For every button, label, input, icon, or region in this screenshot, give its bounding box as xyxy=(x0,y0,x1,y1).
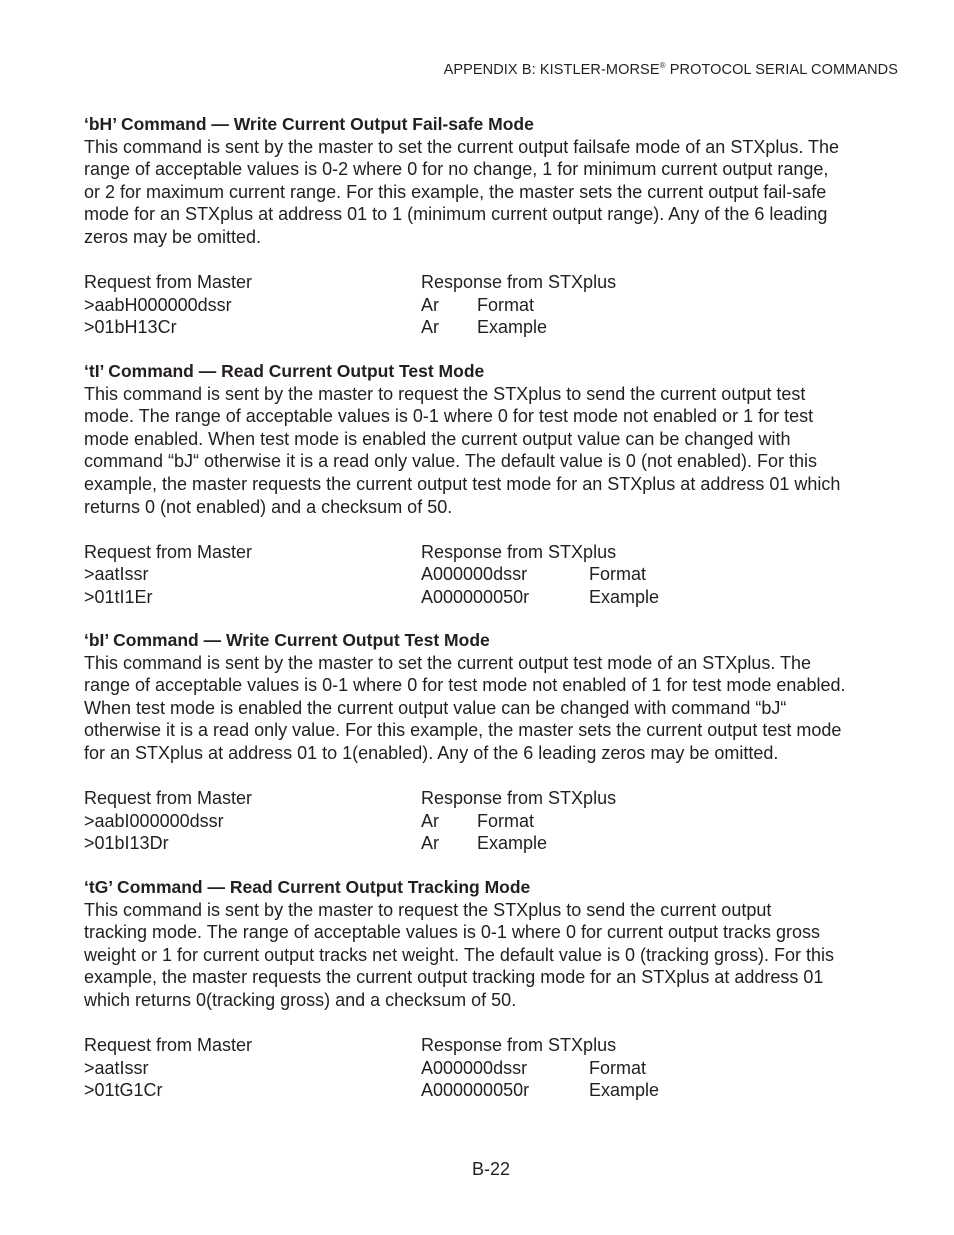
request-cell: >aabH000000dssr xyxy=(84,294,232,315)
row-label: Example xyxy=(477,833,548,854)
response-header: Response from STXplus xyxy=(421,541,617,562)
response-cell: A000000dssr xyxy=(421,1057,528,1078)
response-header: Response from STXplus xyxy=(421,788,617,809)
table-row xyxy=(84,586,899,609)
page-number: B-22 xyxy=(471,1159,511,1179)
request-cell: >01tI1Er xyxy=(84,586,153,607)
description-line: which returns 0(tracking gross) and a checksum of 50. xyxy=(84,989,517,1010)
section-title: ‘tG’ Command — Read Current Output Tracking Mode xyxy=(84,877,531,897)
description-line: example, the master requests the current output tracking mode for an STXplus at address 01 xyxy=(84,967,824,988)
response-cell: Ar xyxy=(421,294,439,315)
response-cell: A000000050r xyxy=(421,1080,530,1101)
description-line: weight or 1 for current output tracks net weight. The default value is 0 (tracking gross). For this xyxy=(84,944,835,965)
request-header: Request from Master xyxy=(84,272,253,293)
table-row xyxy=(84,563,899,586)
section-description xyxy=(84,899,899,1012)
request-header: Request from Master xyxy=(84,1035,253,1056)
table-row xyxy=(84,316,899,339)
response-header: Response from STXplus xyxy=(421,1035,617,1056)
description-line: example, the master requests the current output test mode for an STXplus at address 01 which xyxy=(84,473,841,494)
description-line: range of acceptable values is 0-2 where 0 for no change, 1 for minimum current output range, xyxy=(84,159,829,180)
section-title: ‘tI’ Command — Read Current Output Test Mode xyxy=(84,361,485,381)
section-tg-command xyxy=(84,876,899,1102)
row-label: Format xyxy=(477,810,535,831)
registered-mark: ® xyxy=(659,61,666,70)
description-line: mode. The range of acceptable values is 0-1 where 0 for test mode not enabled or 1 for test xyxy=(84,406,814,427)
description-line: otherwise it is a read only value. For this example, the master sets the current output test mode xyxy=(84,720,842,741)
description-line: This command is sent by the master to request the STXplus to send the current output test xyxy=(84,383,806,404)
description-line: tracking mode. The range of acceptable values is 0-1 where 0 for current output tracks gross xyxy=(84,922,821,943)
section-bh-command xyxy=(84,113,899,339)
table-row xyxy=(84,1079,899,1102)
description-line: zeros may be omitted. xyxy=(84,226,262,247)
table-header-row xyxy=(84,541,899,564)
section-title: ‘bH’ Command — Write Current Output Fail-safe Mode xyxy=(84,114,534,134)
section-bi-command xyxy=(84,629,899,855)
description-line: This command is sent by the master to set the current output failsafe mode of an STXplus. The xyxy=(84,136,840,157)
row-label: Format xyxy=(477,294,535,315)
row-label: Example xyxy=(589,1080,660,1101)
table-row xyxy=(84,294,899,317)
header-text: APPENDIX B: KISTLER-MORSE xyxy=(443,62,660,78)
header-text-rest: PROTOCOL SERIAL COMMANDS xyxy=(665,62,898,78)
description-line: When test mode is enabled the current output value can be changed with command “bJ“ xyxy=(84,697,787,718)
response-cell: A000000050r xyxy=(421,586,530,607)
row-label: Example xyxy=(477,317,548,338)
table-row xyxy=(84,810,899,833)
table-header-row xyxy=(84,1034,899,1057)
command-table xyxy=(84,787,899,855)
request-cell: >aabI000000dssr xyxy=(84,810,224,831)
section-ti-command xyxy=(84,360,899,609)
row-label: Format xyxy=(589,1057,647,1078)
request-header: Request from Master xyxy=(84,788,253,809)
table-row xyxy=(84,832,899,855)
description-line: mode for an STXplus at address 01 to 1 (minimum current output range). Any of the 6 leading xyxy=(84,204,828,225)
table-row xyxy=(84,1057,899,1080)
row-label: Example xyxy=(589,586,660,607)
command-table xyxy=(84,541,899,609)
request-cell: >aatIssr xyxy=(84,1057,149,1078)
description-line: This command is sent by the master to request the STXplus to send the current output xyxy=(84,899,772,920)
table-header-row xyxy=(84,787,899,810)
description-line: for an STXplus at address 01 to 1(enabled). Any of the 6 leading zeros may be omitted. xyxy=(84,742,779,763)
description-line: returns 0 (not enabled) and a checksum of 50. xyxy=(84,496,453,517)
section-description xyxy=(84,136,899,249)
response-cell: Ar xyxy=(421,317,439,338)
table-header-row xyxy=(84,271,899,294)
response-cell: Ar xyxy=(421,810,439,831)
request-header: Request from Master xyxy=(84,541,253,562)
request-cell: >01tG1Cr xyxy=(84,1080,163,1101)
description-line: mode enabled. When test mode is enabled the current output value can be changed with xyxy=(84,428,791,449)
section-title: ‘bI’ Command — Write Current Output Test Mode xyxy=(84,630,490,650)
section-description xyxy=(84,652,899,765)
section-description xyxy=(84,383,899,519)
page-header xyxy=(444,61,898,78)
command-table xyxy=(84,1034,899,1102)
description-line: This command is sent by the master to set the current output test mode of an STXplus. The xyxy=(84,652,812,673)
row-label: Format xyxy=(589,564,647,585)
response-cell: Ar xyxy=(421,833,439,854)
description-line: command “bJ“ otherwise it is a read only value. The default value is 0 (not enabled). For this xyxy=(84,451,818,472)
response-header: Response from STXplus xyxy=(421,272,617,293)
request-cell: >01bH13Cr xyxy=(84,317,177,338)
request-cell: >01bI13Dr xyxy=(84,833,169,854)
description-line: range of acceptable values is 0-1 where 0 for test mode not enabled of 1 for test mode enabled. xyxy=(84,675,846,696)
response-cell: A000000dssr xyxy=(421,564,528,585)
command-table xyxy=(84,271,899,339)
request-cell: >aatIssr xyxy=(84,564,149,585)
description-line: or 2 for maximum current range. For this example, the master sets the current output fail-safe xyxy=(84,181,827,202)
